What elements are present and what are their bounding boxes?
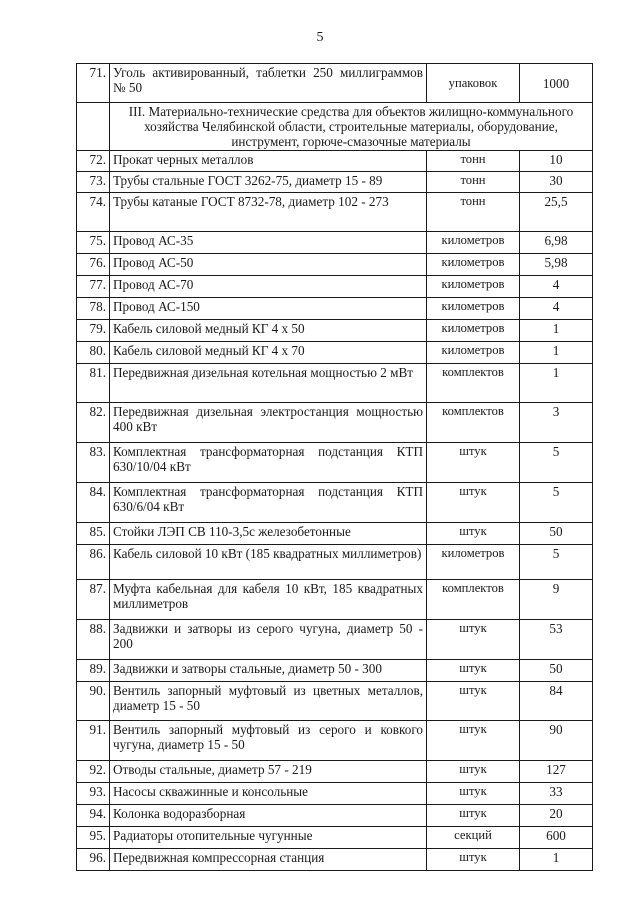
row-name: Колонка водоразборная xyxy=(110,805,427,827)
row-name: Провод АС-35 xyxy=(110,232,427,254)
row-quantity: 1000 xyxy=(520,64,593,103)
table-row xyxy=(77,620,593,660)
row-unit: штук xyxy=(427,620,520,660)
table-row xyxy=(77,403,593,443)
row-number: 89. xyxy=(77,660,110,682)
table-row xyxy=(77,545,593,580)
table-row xyxy=(77,232,593,254)
table-row xyxy=(77,254,593,276)
row-unit: секций xyxy=(427,827,520,849)
row-unit: тонн xyxy=(427,172,520,193)
row-quantity: 25,5 xyxy=(520,193,593,232)
row-number: 79. xyxy=(77,320,110,342)
row-unit: комплектов xyxy=(427,580,520,620)
row-number: 82. xyxy=(77,403,110,443)
row-quantity: 1 xyxy=(520,320,593,342)
row-name: Уголь активированный, таблетки 250 миллиграммов № 50 xyxy=(110,64,427,103)
row-unit: штук xyxy=(427,483,520,523)
row-quantity: 90 xyxy=(520,721,593,761)
row-name: Передвижная дизельная электростанция мощностью 400 кВт xyxy=(110,403,427,443)
materials-table xyxy=(76,63,593,871)
row-quantity: 127 xyxy=(520,761,593,783)
table-row xyxy=(77,849,593,871)
row-number: 83. xyxy=(77,443,110,483)
table-row xyxy=(77,151,593,172)
row-name: Вентиль запорный муфтовый из цветных металлов, диаметр 15 - 50 xyxy=(110,682,427,721)
table-row xyxy=(77,172,593,193)
row-quantity: 30 xyxy=(520,172,593,193)
row-unit: штук xyxy=(427,682,520,721)
table-row xyxy=(77,805,593,827)
row-name: Насосы скважинные и консольные xyxy=(110,783,427,805)
table-row xyxy=(77,523,593,545)
table-row xyxy=(77,721,593,761)
row-name: Вентиль запорный муфтовый из серого и ковкого чугуна, диаметр 15 - 50 xyxy=(110,721,427,761)
row-unit: километров xyxy=(427,232,520,254)
row-quantity: 5 xyxy=(520,443,593,483)
table-row xyxy=(77,320,593,342)
row-name: Комплектная трансформаторная подстанция КТП 630/10/04 кВт xyxy=(110,443,427,483)
row-number: 80. xyxy=(77,342,110,364)
row-number: 78. xyxy=(77,298,110,320)
row-name: Кабель силовой 10 кВт (185 квадратных миллиметров) xyxy=(110,545,427,580)
row-name: Стойки ЛЭП СВ 110-3,5с железобетонные xyxy=(110,523,427,545)
row-number: 95. xyxy=(77,827,110,849)
row-quantity: 600 xyxy=(520,827,593,849)
row-quantity: 20 xyxy=(520,805,593,827)
row-quantity: 1 xyxy=(520,342,593,364)
row-unit: штук xyxy=(427,443,520,483)
row-quantity: 6,98 xyxy=(520,232,593,254)
row-unit: штук xyxy=(427,523,520,545)
table-row xyxy=(77,682,593,721)
row-name: Кабель силовой медный КГ 4 х 50 xyxy=(110,320,427,342)
row-name: Комплектная трансформаторная подстанция КТП 630/6/04 кВт xyxy=(110,483,427,523)
row-quantity: 33 xyxy=(520,783,593,805)
row-name: Задвижки и затворы стальные, диаметр 50 - 300 xyxy=(110,660,427,682)
row-quantity: 4 xyxy=(520,276,593,298)
row-number: 93. xyxy=(77,783,110,805)
row-quantity: 5 xyxy=(520,483,593,523)
row-quantity: 9 xyxy=(520,580,593,620)
table-row xyxy=(77,64,593,103)
row-number: 73. xyxy=(77,172,110,193)
row-unit: комплектов xyxy=(427,403,520,443)
row-number: 85. xyxy=(77,523,110,545)
row-quantity: 50 xyxy=(520,660,593,682)
row-name: Провод АС-50 xyxy=(110,254,427,276)
table-row xyxy=(77,580,593,620)
table-row xyxy=(77,827,593,849)
row-number: 84. xyxy=(77,483,110,523)
row-quantity: 1 xyxy=(520,849,593,871)
row-unit: штук xyxy=(427,849,520,871)
table-row xyxy=(77,276,593,298)
row-name: Отводы стальные, диаметр 57 - 219 xyxy=(110,761,427,783)
row-unit: тонн xyxy=(427,193,520,232)
table-row xyxy=(77,761,593,783)
row-unit: километров xyxy=(427,276,520,298)
table-row xyxy=(77,443,593,483)
row-name: Кабель силовой медный КГ 4 х 70 xyxy=(110,342,427,364)
row-name: Задвижки и затворы из серого чугуна, диаметр 50 - 200 xyxy=(110,620,427,660)
row-number: 76. xyxy=(77,254,110,276)
row-number: 94. xyxy=(77,805,110,827)
row-name: Прокат черных металлов xyxy=(110,151,427,172)
row-unit: километров xyxy=(427,298,520,320)
row-name: Передвижная дизельная котельная мощностью 2 мВт xyxy=(110,364,427,403)
table-row xyxy=(77,342,593,364)
row-unit: километров xyxy=(427,320,520,342)
row-name: Трубы стальные ГОСТ 3262-75, диаметр 15 - 89 xyxy=(110,172,427,193)
row-number: 71. xyxy=(77,64,110,103)
row-number: 90. xyxy=(77,682,110,721)
row-unit: штук xyxy=(427,721,520,761)
row-quantity: 4 xyxy=(520,298,593,320)
row-unit: километров xyxy=(427,342,520,364)
page-number: 5 xyxy=(316,30,324,45)
table-row xyxy=(77,660,593,682)
row-name: Провод АС-70 xyxy=(110,276,427,298)
table-row xyxy=(77,364,593,403)
row-number: 92. xyxy=(77,761,110,783)
row-quantity: 84 xyxy=(520,682,593,721)
section-header: III. Материально-технические средства для объектов жилищно-коммунального хозяйства Челябинской области, строительные материалы, оборудование, инструмент, горюче-смазочные материалы xyxy=(110,103,593,151)
row-unit: комплектов xyxy=(427,364,520,403)
row-number: 87. xyxy=(77,580,110,620)
table-row xyxy=(77,298,593,320)
row-number: 81. xyxy=(77,364,110,403)
row-unit: упаковок xyxy=(427,64,520,103)
row-name: Передвижная компрессорная станция xyxy=(110,849,427,871)
table-row xyxy=(77,193,593,232)
row-unit: километров xyxy=(427,254,520,276)
row-name: Радиаторы отопительные чугунные xyxy=(110,827,427,849)
row-number: 86. xyxy=(77,545,110,580)
row-quantity: 3 xyxy=(520,403,593,443)
row-unit: километров xyxy=(427,545,520,580)
section-num-empty xyxy=(77,103,110,151)
row-number: 75. xyxy=(77,232,110,254)
row-unit: штук xyxy=(427,761,520,783)
row-number: 72. xyxy=(77,151,110,172)
row-unit: штук xyxy=(427,805,520,827)
row-name: Провод АС-150 xyxy=(110,298,427,320)
row-quantity: 5,98 xyxy=(520,254,593,276)
row-quantity: 50 xyxy=(520,523,593,545)
row-unit: штук xyxy=(427,783,520,805)
row-number: 96. xyxy=(77,849,110,871)
table-row xyxy=(77,783,593,805)
row-quantity: 5 xyxy=(520,545,593,580)
table-row xyxy=(77,483,593,523)
row-number: 88. xyxy=(77,620,110,660)
row-quantity: 10 xyxy=(520,151,593,172)
row-unit: тонн xyxy=(427,151,520,172)
row-number: 74. xyxy=(77,193,110,232)
row-quantity: 1 xyxy=(520,364,593,403)
row-unit: штук xyxy=(427,660,520,682)
row-number: 91. xyxy=(77,721,110,761)
row-number: 77. xyxy=(77,276,110,298)
row-quantity: 53 xyxy=(520,620,593,660)
section-header-row xyxy=(77,103,593,151)
row-name: Муфта кабельная для кабеля 10 кВт, 185 квадратных миллиметров xyxy=(110,580,427,620)
row-name: Трубы катаные ГОСТ 8732-78, диаметр 102 - 273 xyxy=(110,193,427,232)
